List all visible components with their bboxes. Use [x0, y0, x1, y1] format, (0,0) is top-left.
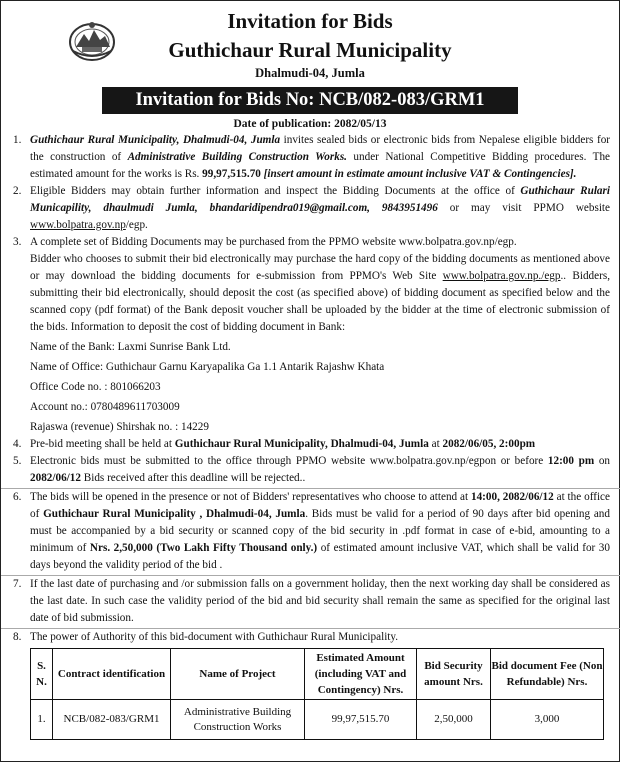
item-text: /egp. [125, 219, 148, 231]
item-text: on [594, 455, 610, 467]
item-number: 1. [13, 134, 22, 146]
notice-item [12, 489, 610, 574]
item-text: Name of Office: Guthichaur Garnu Karyapalika Ga 1.1 Antarik Rajashw Khata [30, 361, 385, 373]
item-text: Bids received after this deadline will be rejected.. [80, 472, 306, 484]
item-text: The power of Authority of this bid-document with Guthichaur Rural Municipality. [30, 631, 399, 643]
item-number: 7. [13, 578, 22, 590]
table-row [31, 700, 604, 740]
item-text: Eligible Bidders may obtain further information and inspect the Bidding Documents at the office of [30, 185, 521, 197]
notice-item [12, 453, 610, 487]
item-text: of estimated amount inclusive VAT, which shall be valid for 30 days beyond the validity period of the bid . [30, 542, 610, 571]
notice-item [12, 629, 610, 646]
website-link[interactable]: www.bolpatra.gov.np [30, 219, 126, 231]
item-text: .. Bidders, submitting their bid electronically, should deposit the cost (as specified above) of bidding document as specified below and the scanned copy (pdf format) of the Bank deposit voucher shall be uploaded by the bidder at the time of electronic submission of the bids. Information to deposit the cost of bidding document in Bank: [30, 270, 610, 333]
table-header-row [31, 649, 604, 700]
item-text: 2082/06/05, 2:00pm [442, 438, 536, 450]
item-text: 2082/06/12 [30, 472, 81, 484]
item-text: Bidder who chooses to submit their bid electronically may purchase the hard copy of the bidding documents as mentioned above or may download the bidding documents for e-submission from PPMO's Web Site [30, 253, 610, 282]
table-cell: NCB/082-083/GRM1 [53, 700, 171, 740]
item-number: 3. [13, 236, 22, 248]
item-text: Electronic bids must be submitted to the office through PPMO website www.bolpatra.gov.np/egpon or before [30, 455, 548, 467]
municipality-name: Guthichaur Rural Municipality [168, 38, 452, 62]
table-cell: 2,50,000 [417, 700, 491, 740]
item-text: Guthichaur Rural Municipality , Dhalmudi-04, Jumla [43, 508, 306, 520]
table-header-cell: S. N. [31, 649, 53, 700]
item-text: [insert amount in estimate amount inclusive VAT & Contingencies]. [260, 168, 577, 180]
table-cell: 1. [31, 700, 53, 740]
notice-items [12, 132, 610, 646]
item-text: If the last date of purchasing and /or submission falls on a government holiday, then the next working day shall be considered as the last date. In such case the validity period of the bid and bid security shall remain the same as specified for the original last date of bid submission. [30, 578, 610, 624]
notice-item [12, 183, 610, 234]
item-text: Account no.: 0780489611703009 [30, 401, 180, 413]
item-text: Name of the Bank: Laxmi Sunrise Bank Ltd. [30, 341, 231, 353]
table-header-cell: Contract identification [53, 649, 171, 700]
item-text: 99,97,515.70 [202, 168, 261, 180]
item-text: 14:00, 2082/06/12 [470, 491, 554, 503]
table-header-cell: Name of Project [171, 649, 305, 700]
item-text: Rajaswa (revenue) Shirshak no. : 14229 [30, 421, 209, 433]
item-text: or may visit PPMO website [437, 202, 611, 214]
item-text: Office Code no. : 801066203 [30, 381, 161, 393]
contract-table [30, 648, 604, 740]
item-number: 6. [13, 491, 22, 503]
table-cell: 99,97,515.70 [305, 700, 417, 740]
table-header-cell: Bid document Fee (Non Refundable) Nrs. [491, 649, 604, 700]
table-cell: 3,000 [491, 700, 604, 740]
item-number: 8. [13, 631, 22, 643]
item-text: at [428, 438, 443, 450]
notice-title: Invitation for Bids [227, 9, 393, 33]
municipality-address: Dhalmudi-04, Jumla [255, 66, 365, 80]
item-text: under National Competitive Bidding procedures. The estimated amount for the works is Rs. [30, 151, 610, 180]
notice-item [12, 436, 610, 453]
item-text: A complete set of Bidding Documents may be purchased from the PPMO website www.bolpatra.gov.np/egp. [30, 236, 517, 248]
item-text: Pre-bid meeting shall be held at [30, 438, 175, 450]
item-text: 12:00 pm [547, 455, 595, 467]
item-number: 5. [13, 455, 22, 467]
item-text: Guthichaur Rural Municipality, Dhalmudi-04, Jumla [174, 438, 429, 450]
publication-date: Date of publication: 2082/05/13 [233, 118, 387, 130]
item-text: invites sealed bids or electronic bids from Nepalese eligible bidders for the construction of [30, 134, 611, 163]
table-header-cell: Bid Security amount Nrs. [417, 649, 491, 700]
website-link[interactable]: www.bolpatra.gov.np./egp [442, 270, 561, 282]
item-text: Administrative Building Construction Works. [127, 151, 347, 163]
notice-item [12, 576, 610, 627]
item-text: The bids will be opened in the presence or not of Bidders' representatives who choose to attend at [30, 491, 471, 503]
table-cell: Administrative Building Construction Works [171, 700, 305, 740]
bid-number-banner: Invitation for Bids No: NCB/082-083/GRM1 [102, 87, 518, 114]
notice-item [12, 132, 610, 183]
item-text: . Bids must be valid for a period of 90 days after bid opening and must be accompanied by a bid security or scanned copy of the bid security in .pdf format in case of e-bid, amounting to a minimum of [30, 508, 610, 554]
item-text: Guthichaur Rulari Municapility, dhaulmudi Jumla, bhandaridipendra019@gmail.com, 9843951496 [30, 185, 610, 214]
item-text: Guthichaur Rural Municipality, Dhalmudi-04, Jumla [30, 134, 281, 146]
notice-body [12, 132, 610, 740]
item-number: 2. [13, 185, 22, 197]
notice-item [12, 234, 610, 436]
item-text: at the office of [30, 491, 610, 520]
item-text: Nrs. 2,50,000 (Two Lakh Fifty Thousand only.) [89, 542, 318, 554]
item-number: 4. [13, 438, 22, 450]
table-header-cell: Estimated Amount (including VAT and Contingency) Nrs. [305, 649, 417, 700]
